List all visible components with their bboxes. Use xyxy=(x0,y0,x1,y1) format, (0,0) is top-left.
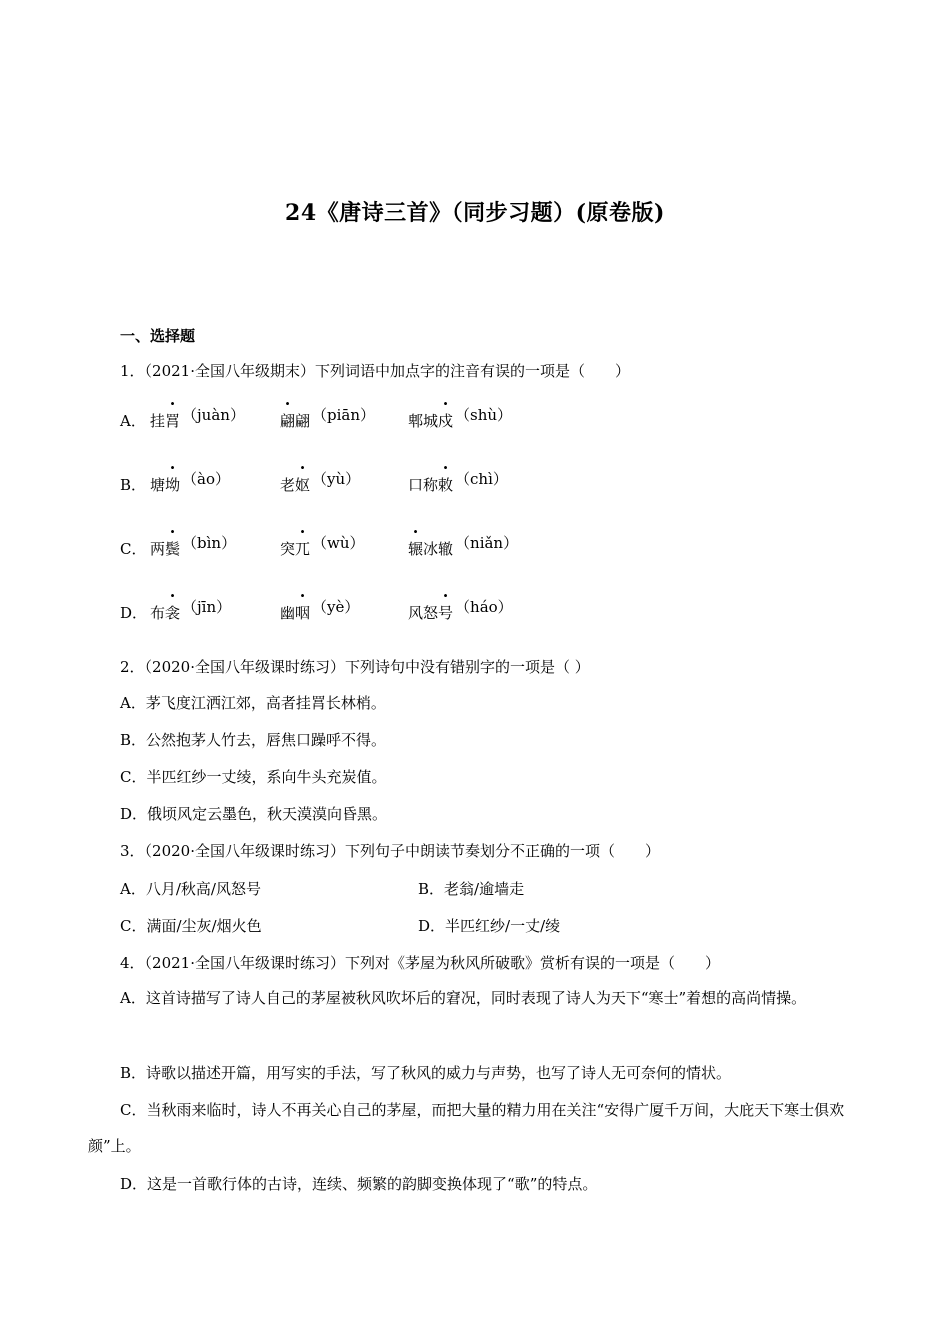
section-heading: 一、选择题 xyxy=(120,327,196,345)
question-3-option-b: B．老翁/逾墙走 xyxy=(418,880,525,898)
question-1-option-label: B． xyxy=(120,476,147,494)
question-2-stem: 2．（2020·全国八年级课时练习）下列诗句中没有错别字的一项是（ ） xyxy=(120,658,590,676)
question-1-option-label: D． xyxy=(120,604,148,622)
question-3-option-d: D．半匹红纱/一丈/绫 xyxy=(418,917,561,935)
question-1-option-word: 郫城戍 （shù） xyxy=(408,406,513,430)
pinyin-annotation: （háo） xyxy=(455,598,513,616)
dotted-character: 敕 xyxy=(438,476,454,494)
question-1-option-word: 布衾 （jīn） xyxy=(150,598,232,622)
dotted-character: 鬓 xyxy=(165,540,181,558)
question-1-option-word: 挂罥 （juàn） xyxy=(150,406,245,430)
dotted-character: 妪 xyxy=(295,476,311,494)
question-1-option-word: 塘坳 （ào） xyxy=(150,470,231,494)
dotted-character: 罥 xyxy=(165,412,181,430)
question-1-option-word: 翩翩 （piān） xyxy=(280,406,376,430)
pinyin-annotation: （shù） xyxy=(455,406,513,424)
pinyin-annotation: （jīn） xyxy=(182,598,232,616)
question-1-option-word: 幽咽 （yè） xyxy=(280,598,360,622)
question-1-option-word: 老妪 （yù） xyxy=(280,470,361,494)
question-1-option-word: 风怒号 （háo） xyxy=(408,598,513,622)
pinyin-annotation: （niǎn） xyxy=(455,534,519,552)
question-3-option-a: A．八月/秋高/风怒号 xyxy=(120,880,261,898)
question-3-stem: 3．（2020·全国八年级课时练习）下列句子中朗读节奏划分不正确的一项（ ） xyxy=(120,842,660,860)
question-4-option-d: D．这是一首歌行体的古诗，连续、频繁的韵脚变换体现了“歌”的特点。 xyxy=(120,1175,598,1193)
dotted-character: 辗 xyxy=(408,540,424,558)
question-4-option-b: B．诗歌以描述开篇，用写实的手法，写了秋风的威力与声势，也写了诗人无可奈何的情状。 xyxy=(120,1064,732,1082)
question-2-option-b: B．公然抱茅人竹去，唇焦口躁呼不得。 xyxy=(120,731,387,749)
pinyin-annotation: （bìn） xyxy=(182,534,237,552)
question-2-option-a: A．茅飞度江洒江郊，高者挂罥长林梢。 xyxy=(120,694,386,712)
pinyin-annotation: （piān） xyxy=(312,406,376,424)
question-4-stem: 4．（2021·全国八年级课时练习）下列对《茅屋为秋风所破歌》赏析有误的一项是（ ） xyxy=(120,954,720,972)
pinyin-annotation: （juàn） xyxy=(182,406,245,424)
pinyin-annotation: （wù） xyxy=(312,534,365,552)
question-1-option-label: A． xyxy=(120,412,146,430)
question-1-option-label: C． xyxy=(120,540,147,558)
dotted-character: 衾 xyxy=(165,604,181,622)
dotted-character: 咽 xyxy=(295,604,311,622)
question-1-option-word: 口称敕 （chì） xyxy=(408,470,508,494)
pinyin-annotation: （ào） xyxy=(182,470,231,488)
dotted-character: 号 xyxy=(438,604,454,622)
page-title: 24《唐诗三首》（同步习题）(原卷版) xyxy=(285,200,665,226)
dotted-character: 戍 xyxy=(438,412,454,430)
question-2-option-d: D．俄顷风定云墨色，秋天漠漠向昏黑。 xyxy=(120,805,388,823)
dotted-character: 翩 xyxy=(280,412,296,430)
question-4-option-c: C．当秋雨来临时，诗人不再关心自己的茅屋，而把大量的精力用在关注“安得广厦千万间，大庇天下寒士俱欢颜”上。 xyxy=(88,1101,845,1155)
pinyin-annotation: （yù） xyxy=(312,470,361,488)
pinyin-annotation: （yè） xyxy=(312,598,360,616)
question-4-option-a: A．这首诗描写了诗人自己的茅屋被秋风吹坏后的窘况，同时表现了诗人为天下“寒士”着想的高尚情操。 xyxy=(120,989,807,1007)
question-1-option-word: 两鬓 （bìn） xyxy=(150,534,237,558)
pinyin-annotation: （chì） xyxy=(455,470,508,488)
question-3-option-c: C．满面/尘灰/烟火色 xyxy=(120,917,262,935)
dotted-character: 兀 xyxy=(295,540,311,558)
question-1-option-word: 突兀 （wù） xyxy=(280,534,365,558)
question-2-option-c: C．半匹红纱一丈绫，系向牛头充炭值。 xyxy=(120,768,387,786)
question-1-stem: 1．（2021·全国八年级期末）下列词语中加点字的注音有误的一项是（ ） xyxy=(120,362,630,380)
question-1-option-word: 辗冰辙 （niǎn） xyxy=(408,534,519,558)
dotted-character: 坳 xyxy=(165,476,181,494)
